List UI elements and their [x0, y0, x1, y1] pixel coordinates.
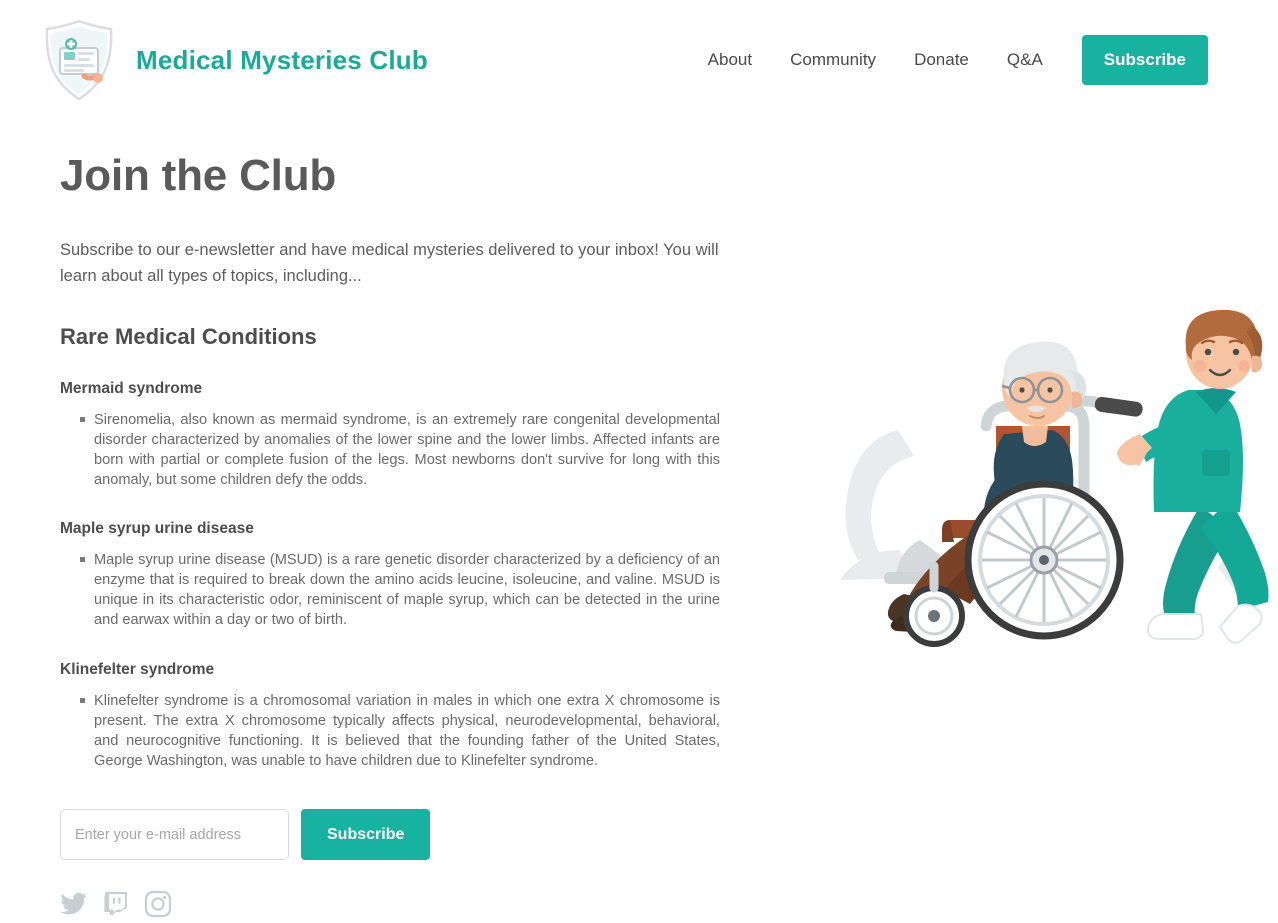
nurse-pushing-patient-in-wheelchair-illustration [800, 220, 1278, 660]
twitch-icon[interactable] [102, 890, 130, 918]
list-item: Sirenomelia, also known as mermaid syndrome, is an extremely rare congenital developmental disorder characterized by anomalies of the lower spine and the lower limbs. Affected infants are born with partial or complete fusion of the legs. Most newborns don't survive for long with this anomaly, but some children defy the odds. [80, 410, 720, 491]
condition-title-klinefelter-syndrome: Klinefelter syndrome [60, 660, 215, 678]
site-header [0, 0, 1278, 120]
intro-paragraph: Subscribe to our e-newsletter and have medical mysteries delivered to your inbox! You will learn about all types of topics, including... [60, 241, 719, 285]
medical-shield-logo-icon [40, 18, 118, 102]
condition-list-klinefelter-syndrome [60, 691, 720, 772]
brand[interactable] [40, 18, 428, 102]
newsletter-signup-form [60, 809, 720, 860]
condition-title-mermaid-syndrome: Mermaid syndrome [60, 379, 203, 397]
content-column [40, 120, 720, 918]
page-main [0, 120, 1278, 918]
nav-item-about[interactable]: About [707, 50, 753, 69]
nav-item-donate[interactable]: Donate [914, 50, 969, 69]
illustration-column [740, 120, 1238, 918]
section-title-rare-conditions: Rare Medical Conditions [60, 323, 317, 349]
instagram-icon[interactable] [144, 890, 172, 918]
condition-list-mermaid-syndrome [60, 410, 720, 491]
social-links [60, 890, 720, 918]
nav-item-community[interactable]: Community [790, 50, 877, 69]
list-item: Klinefelter syndrome is a chromosomal variation in males in which one extra X chromosome is present. The extra X chromosome typically affects physical, neurodevelopmental, behavioral, and neurocognitive functioning. It is believed that the founding father of the United States, George Washington, was unable to have children due to Klinefelter syndrome. [80, 691, 720, 772]
header-subscribe-button[interactable]: Subscribe [1082, 35, 1208, 85]
main-navigation [689, 35, 1208, 85]
form-subscribe-button[interactable]: Subscribe [301, 809, 430, 860]
email-input[interactable] [60, 809, 289, 860]
page-title: Join the Club [60, 151, 337, 200]
twitter-icon[interactable] [60, 890, 88, 918]
condition-list-maple-syrup-urine-disease [60, 550, 720, 631]
condition-title-maple-syrup-urine-disease: Maple syrup urine disease [60, 520, 254, 538]
brand-title: Medical Mysteries Club [136, 44, 428, 75]
nav-item-qa[interactable]: Q&A [1006, 50, 1043, 69]
list-item: Maple syrup urine disease (MSUD) is a rare genetic disorder characterized by a deficiency of an enzyme that is required to break down the amino acids leucine, isoleucine, and valine. MSUD is unique in its characteristic odor, reminiscent of maple syrup, which can be detected in the urine and earwax within a day or two of birth. [80, 550, 720, 631]
